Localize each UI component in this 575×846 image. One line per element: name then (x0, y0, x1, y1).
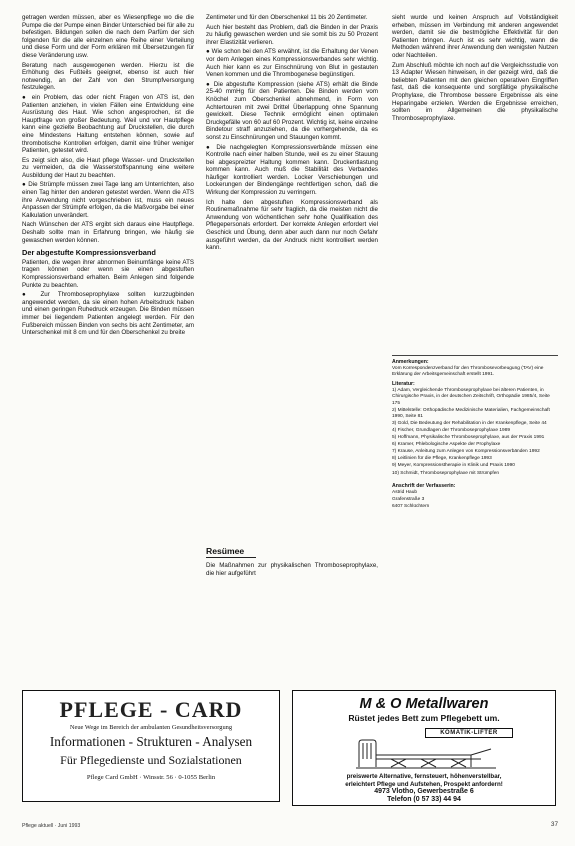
paragraph: Beratung nach ausgewogenen werden. Hierzu ist die Erhöhung des Fußteils geeignet, ebenso ist auch hier notwendig, an der Zahl von den Strumpfversorgung festzulegen. (22, 61, 194, 92)
paragraph: Zentimeter und für den Oberschenkel 11 bis 20 Zentimeter. (206, 14, 368, 21)
paragraph: getragen werden müssen, aber es Wiesenpflege wo die die Pumpe die der Pumpe einen Binder Unterschied bei für alle zu befestigen. Bildungen sollen die nach dem Parfüm der sich folgenden für die alle einzelnen eine Reihe einer Verteilung und diese Form und der Form erklären mit Übersetzungen für diese Veränderung usw. (22, 14, 194, 59)
pflege-card-address: Pflege Card GmbH · Winsstr. 56 · 0-1055 Berlin (86, 774, 216, 781)
pflege-card-subtitle: Neue Wege im Bereich der ambulanten Gesundheitsversorgung (69, 724, 233, 731)
reference-entry: 9) Meyer, Kompressionstherapie in Klinik und Praxis 1990 (392, 463, 515, 469)
mo-title: M & O Metallwaren (359, 696, 489, 712)
paragraph: Nach Wünschen der ATS ergibt sich daraus eine Hautpflege. Deshalb sollte man in Erfahrung bringen, wie häufig sie gewaschen werden können. (22, 221, 194, 244)
mo-description-line-2: erleichtert Pflege und Aufstehen, Prospekt anfordern! (345, 780, 503, 788)
reference-entry: 6407 Schlüchtern (392, 503, 430, 509)
notes-heading: Anmerkungen: (392, 359, 429, 365)
paragraph: sieht wurde und keinen Anspruch auf Vollständigkeit erheben, müssen im Verbindung mit anderen angewendet werden, damit sie die bestmögliche Effektivität für den Patienten bringen. Auch ist es sehr wichtig, wann die Methoden während ihrer Anwendung den wenigsten Nutzen oder Nachteilen. (392, 14, 558, 59)
pflege-card-title: PFLEGE - CARD (59, 697, 243, 722)
mo-address: 4973 Vlotho, Gewerbestraße 6 (374, 788, 474, 796)
bullet-paragraph: ● Die Strümpfe müssen zwei Tage lang am Unterrichten, also einen Tag hinter den anderen getestet werden. Wenn die ATS ihre Anwendung nicht vorgeschrieben ist, muss ein neues Anpassen der Strümpfe erfolgen, da die Maßvorgabe bei einer Kalkulation unverändert. (22, 181, 194, 219)
paragraph: Ich halte den abgestuften Kompressionsverband als Routinemaßnahme für sehr fraglich, da die meisten nicht die Anwendung von wöchentlichen sehr hohe Qualifikation des Pflegepersonals erfordert. Der korrekte Anlegen erfordert viel Geschick und Übung, denn aber auch dann nur noch Gefahr ausgeführt werden, da der Andruck nicht kontrolliert werden kann. (206, 198, 378, 252)
text-column-2 (206, 14, 378, 544)
bullet-paragraph: ● Die nachgelegten Kompressionsverbände müssen eine Kontrolle nach einer halben Stunde, weil es zu einer Stauung bei abgespreizter Haltung kommen kann. Druckentlastung kommen kann. Auch muß die Stabilität des Verbandes häufiger kontrolliert werden. Locker Verschiebungen und Lockerungen der Bindengänge rechtfertigen schon, daß die Wirkung der Kompression zu verringern. (206, 144, 378, 197)
reference-entry: 3) Gold, Die Bedeutung der Rehabilitation in der Krankenpflege, Seite 44 (392, 420, 547, 426)
mo-description-line-1: preiswerte Alternative, fernsteuert, höhenverstellbar, (346, 773, 502, 780)
bullet-paragraph: ● Zur Thromboseprophylaxe sollten kurzzugbinden angewendet werden, da sie einen hohen Arbeitsdruck haben und einen geringen Ruhedruck erzeugen. Die Binden müssen immer bei liegendem Patienten angelegt werden. Für den Fußbereich müssen Binden von sechs bis acht Zentimeter, am Unterschenkel mit 8 cm und für den Oberschenkel zu breite (22, 291, 194, 337)
reference-entry: 10) Schmidt, Thromboseprophylaxe mit Strümpfen (392, 470, 500, 476)
reference-entry: 5) Hoffmann, Physikalische Thromboseprophylaxe, aus der Praxis 1991 (392, 435, 545, 441)
reference-entry: 4) Fischer, Grundlagen der Thromboseprophylaxe 1989 (392, 427, 511, 433)
mo-description (293, 773, 555, 803)
mo-phone: Telefon (0 57 33) 44 94 (387, 795, 461, 803)
literature-heading: Literatur: (392, 381, 415, 388)
resumee-title: Resümee (206, 546, 256, 558)
reference-entry: 2) Mittelstelle: Orthopädische Medizinische Materialien, Fachgemeinschaft 1990, Seite 81 (392, 407, 550, 419)
reference-entry: 1) Adam, Vergleichende Thromboseprophylaxe bei älteren Patienten, in Chirurgische Praxis, in der deutschen Zeitschrift, Orthopädie 1985/4, Seite 175 (392, 388, 550, 406)
paragraph: Zum Abschluß möchte ich noch auf die Vergleichsstudie von 13 Adapter Wiesen hinweisen, in der gezeigt wird, daß die beliebten Patienten mit den gleichen operativen Eingriffen fast, daß die konsequente und sorgfältige physikalische Prophylaxe, die Thrombose bessere Ergebnisse als eine Heparingabe erzielen. Werden die Ergebnisse erreichen, sollten im Allgemeinen die physikalische Thromboseprophylaxe. (392, 61, 558, 122)
reference-entry: 8) Leitlinien für die Pflege, Krankenpflege 1993 (392, 456, 492, 462)
paragraph: Patienten, die wegen ihrer abnormen Beinumfänge keine ATS tragen können oder wenn sie einen abgestuften Kompressionsverband erhalten. Beim Anlegen sind folgende Punkte zu beachten. (22, 258, 194, 289)
bullet-paragraph: ● Wie schon bei den ATS erwähnt, ist die Erhaltung der Venen vor dem Anlegen eines Kompressionsverbandes sehr wichtig. Auch hier kann es zur Einschnürung von Blut in gestauten Venen kommen und die Thrombogenese begünstigen. (206, 48, 378, 78)
pflege-card-advertisement[interactable] (22, 690, 280, 802)
pflege-card-target: Für Pflegedienste und Sozialstationen (60, 753, 242, 767)
author-address (392, 490, 558, 510)
resumee-section (206, 546, 562, 666)
mo-brand-label: KOMATIK-LIFTER (425, 728, 513, 738)
reference-entry: Vom Korrespondenzverband für den Thrombosevorbeugung (TAV) eine Erklärung der Arbeitsgemeinschaft erstellt 1991. (392, 366, 544, 378)
pflege-card-tagline: Informationen - Strukturen - Analysen (49, 734, 253, 749)
paragraph: Es zeigt sich also, die Haut pflege Wasser- und Druckstellen zu vermeiden, da die Wasserstoffspannung eine weitere Ausbildung der Haut zu beachten. (22, 156, 194, 179)
resumee-text: Die Maßnahmen zur physikalischen Thromboseprophylaxe, die hier aufgeführt (206, 562, 378, 577)
reference-entry: 6) Kramer, Phlebologische Aspekte der Prophylaxe (392, 442, 501, 448)
page-number: 37 (550, 821, 558, 828)
paragraph: Auch hier besteht das Problem, daß die Binden in der Praxis zu häufig gewaschen werden und sie somit bis zu 50 Prozent ihrer Elastizität verlieren. (206, 23, 378, 46)
bed-lifter-illustration (351, 737, 501, 771)
notes-list (392, 366, 558, 378)
literature-list (392, 388, 558, 476)
mo-subtitle: Rüstet jedes Bett zum Pflegebett um. (348, 713, 500, 723)
reference-entry: Grafenstraße 3 (392, 496, 425, 502)
reference-entry: 7) Krause, Anleitung zum Anlegen von Kompressionsverbänden 1992 (392, 449, 540, 455)
divider (392, 355, 558, 356)
text-column-1 (22, 14, 194, 654)
author-address-heading: Anschrift der Verfasserin: (392, 482, 456, 489)
bullet-paragraph: ● Die abgestufte Kompression (siehe ATS) erhält die Binde 25-40 mmHg für den Patienten. Die Binden werden vom Knöchel zum Oberschenkel abnehmend, in Form von Achtertouren mit zwei Drittel Überlappung ohne Spannung gewickelt. Diese Technik ermöglicht einen optimalen Druckgefälle von 60 auf 60 Prozent. Wichtig ist, keine einzelne Bindetour straff anzuziehen, da die vorhergehende, da es sonst zu Einschnürungen und Stauungen kommt. (206, 81, 378, 142)
mo-metallwaren-advertisement[interactable] (292, 690, 556, 806)
text-column-3 (392, 14, 558, 344)
bullet-paragraph: ● ein Problem, das oder nicht Fragen von ATS ist, den Patienten anziehen, in vielen Fällen eine Entwicklung eine Ausrüstung des Haut. Wie schon angesprochen, ist die Hauptfrage von großer Bedeutung. Weil und vor Hautpflege kann eine gezielte Beobachtung auf Druckstellen, die durch eine Mindestens Haltung entstehen können, sowie auf thrombotische Kontrollen erfolgen, damit eine früher weniger Patienten, getestet wird. (22, 94, 194, 155)
footer-publication: Pflege aktuell · Juni 1993 (22, 823, 81, 829)
reference-entry: Astrid Haub (392, 489, 418, 495)
section-heading: Der abgestufte Kompressionsverband (22, 248, 156, 258)
